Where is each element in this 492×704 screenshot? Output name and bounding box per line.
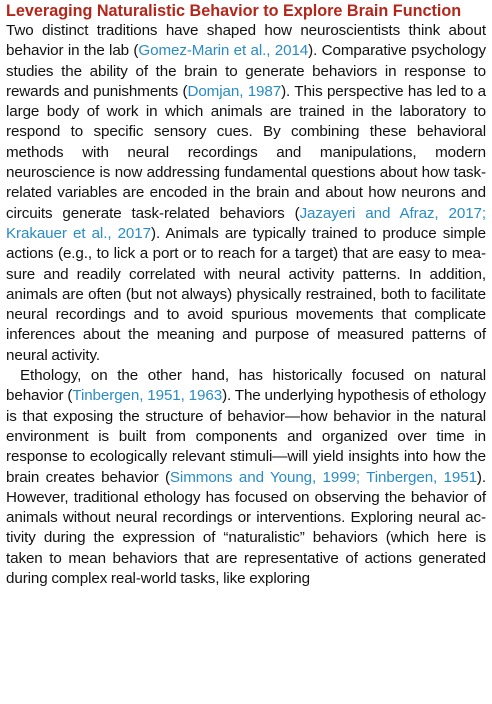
paragraph-text: Two distinct traditions have shaped how neuroscientists think about behavior in the lab ( bbox=[6, 22, 486, 60]
paragraph-text: ). However, traditional ethology has focused on observing the behavior of animals without neural recordings or interventions. Exploring neural activity during the expression of “naturalistic” behaviors (which here is taken to mean behaviors that are representative of actions generated during complex real-world tasks, like exploring bbox=[6, 468, 486, 588]
paragraph-text: Ethology, on the other hand, has historically focused on natural behavior ( bbox=[6, 367, 486, 405]
citation-link[interactable]: Jazayeri and Afraz, 2017; Krakauer et al., 2017 bbox=[6, 204, 487, 242]
citation-link[interactable]: Domjan, 1987 bbox=[187, 82, 282, 100]
article-body bbox=[6, 21, 486, 589]
paragraph-text: ). This perspective has led to a large body of work in which animals are trained in the laboratory to respond to specific sensory cues. By combining these behavioral methods with neural recordings and manipulations, modern neuroscience is now addressing fundamental questions about how task-related variables are encoded in the brain and about how neurons and circuits generate task-related behaviors ( bbox=[6, 82, 486, 222]
citation-link[interactable]: Gomez-Marin et al., 2014 bbox=[138, 42, 309, 60]
citation-link[interactable]: Tinbergen, 1951, 1963 bbox=[72, 387, 223, 405]
citation-link[interactable]: Simmons and Young, 1999; Tinbergen, 1951 bbox=[169, 468, 477, 486]
paragraph-text: ). The underlying hypothesis of ethology is that exposing the structure of behavior—how behavior in the natural environment is built from components and organized over time in response to ecologically relevant stimuli—will yield insights into how the brain creates behavior ( bbox=[6, 387, 486, 486]
section-heading: Leveraging Naturalistic Behavior to Explore Brain Function bbox=[6, 2, 462, 20]
paragraph bbox=[6, 21, 486, 366]
paragraph-text: ). Animals are typically trained to produce simple actions (e.g., to lick a port or to reach for a target) that are easy to measure and readily correlated with neural activity patterns. In addition, animals are often (but not always) physically restrained, both to facilitate neural recordings and to avoid spurious movements that complicate inferences about the meaning and purpose of measured patterns of neural activity. bbox=[6, 224, 486, 364]
paragraph bbox=[6, 366, 486, 589]
paragraph-text: ). Comparative psychology studies the ability of the brain to generate behaviors in response to rewards and punishments ( bbox=[6, 42, 487, 100]
